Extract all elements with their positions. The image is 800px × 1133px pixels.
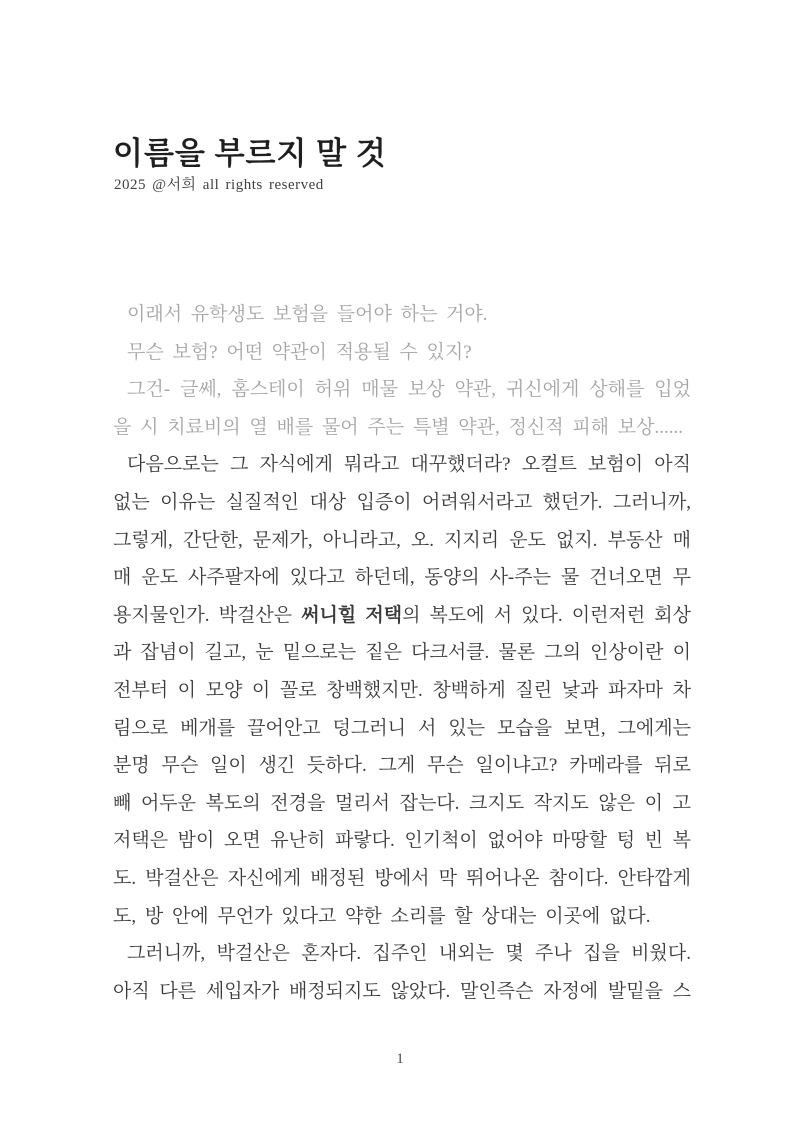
text-segment: 림으로 베개를 끌어안고 덩그러니 서 있는 모습을 보면, 그에게는: [113, 717, 691, 739]
text-segment: 을 시 치료비의 열 배를 물어 주는 특별 약관, 정신적 피해 보상......: [113, 416, 683, 438]
body-text: [113, 296, 691, 1010]
text-segment: 전부터 이 모양 이 꼴로 창백했지만. 창백하게 질린 낯과 파자마 차: [113, 679, 691, 701]
text-segment: 분명 무슨 일이 생긴 듯하다. 그게 무슨 일이냐고? 카메라를 뒤로: [113, 755, 691, 777]
body-line: [113, 935, 691, 973]
text-segment: 빼 어두운 복도의 전경을 멀리서 잡는다. 크지도 작지도 않은 이 고: [113, 792, 691, 814]
body-line: [113, 522, 691, 560]
body-line: [113, 973, 691, 1011]
text-segment: 다음으로는 그 자식에게 뭐라고 대꾸했더라? 오컬트 보험이 아직: [127, 454, 691, 476]
body-line: [113, 484, 691, 522]
text-segment: 의 복도에 서 있다. 이런저런 회상: [402, 604, 691, 626]
text-segment: 없는 이유는 실질적인 대상 입증이 어려워서라고 했던가. 그러니까,: [113, 491, 691, 513]
body-line: [113, 559, 691, 597]
body-line: [113, 710, 691, 748]
body-line: [113, 296, 691, 334]
text-segment: 매 운도 사주팔자에 있다고 하던데, 동양의 사-주는 물 건너오면 무: [113, 567, 691, 589]
text-segment: 용지물인가. 박걸산은: [113, 604, 302, 626]
text-segment: 이래서 유학생도 보험을 들어야 하는 거야.: [127, 304, 488, 325]
text-segment: 그러니까, 박걸산은 혼자다. 집주인 내외는 몇 주나 집을 비웠다.: [127, 943, 691, 965]
body-line: [113, 634, 691, 672]
body-line: [113, 371, 691, 409]
copyright-line: 2025 @서희 all rights reserved: [114, 177, 324, 193]
page-number: 1: [396, 1051, 404, 1067]
bold-phrase: 써니힐 저택: [301, 604, 403, 626]
body-line: [113, 822, 691, 860]
page-title: 이름을 부르지 말 것: [113, 136, 387, 171]
text-segment: 도, 방 안에 무언가 있다고 약한 소리를 할 상대는 이곳에 없다.: [113, 905, 651, 927]
body-line: [113, 860, 691, 898]
body-line: [113, 597, 691, 635]
text-segment: 아직 다른 세입자가 배정되지도 않았다. 말인즉슨 자정에 발밑을 스: [113, 980, 691, 1002]
text-segment: 과 잡념이 길고, 눈 밑으로는 짙은 다크서클. 물론 그의 인상이란 이: [113, 642, 691, 664]
body-line: [113, 672, 691, 710]
body-line: [113, 409, 691, 447]
body-line: [113, 747, 691, 785]
text-segment: 무슨 보험? 어떤 약관이 적용될 수 있지?: [127, 341, 472, 363]
body-line: [113, 446, 691, 484]
text-segment: 그렇게, 간단한, 문제가, 아니라고, 오. 지지리 운도 없지. 부동산 매: [113, 529, 691, 551]
body-line: [113, 898, 691, 936]
text-segment: 저택은 밤이 오면 유난히 파랗다. 인기척이 없어야 마땅할 텅 빈 복: [113, 830, 691, 852]
text-segment: 그건- 글쎄, 홈스테이 허위 매물 보상 약관, 귀신에게 상해를 입었: [127, 379, 691, 401]
body-line: [113, 334, 691, 372]
body-line: [113, 785, 691, 823]
text-segment: 도. 박걸산은 자신에게 배정된 방에서 막 뛰어나온 참이다. 안타깝게: [113, 867, 691, 889]
